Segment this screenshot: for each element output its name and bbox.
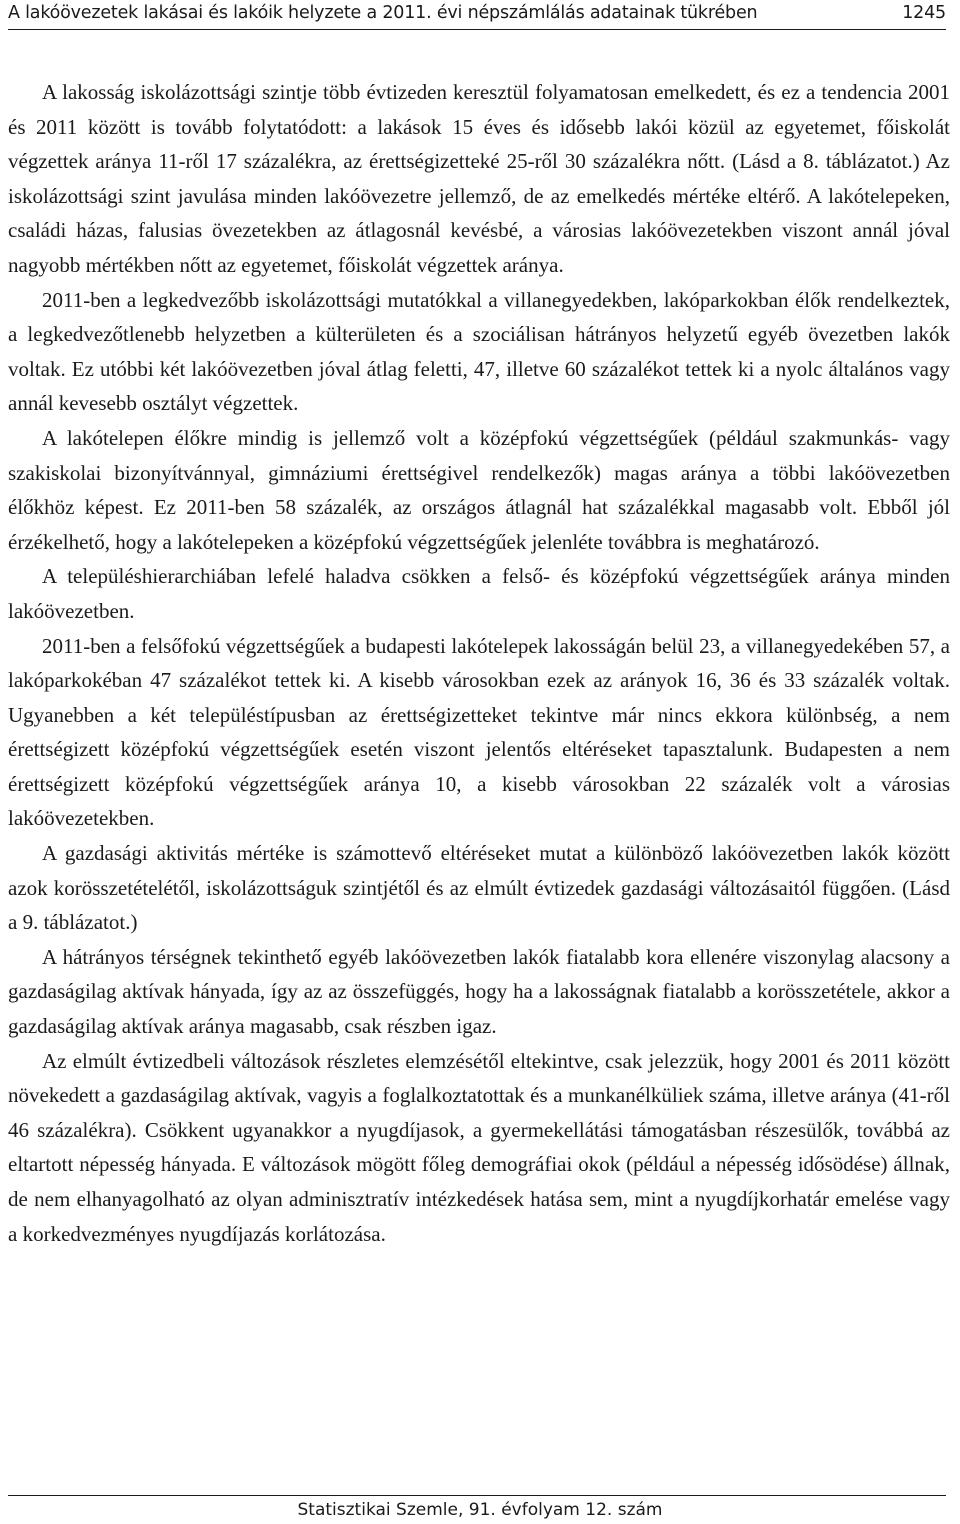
paragraph: 2011-ben a felsőfokú végzettségűek a budapesti lakótelepek lakosságán belül 23, a villanegyedekében 57, a lakóparkokéban 47 százalékot tettek ki. A kisebb városokban ezek az arányok 16, 36 és 33 százalék voltak. Ugyanebben a két településtípusban az érettségizetteket tekintve már nincs ekkora különbség, a nem érettségizett középfokú végzettségűek esetén viszont jelentős eltéréseket tapasztalunk. Budapesten a nem érettségizett középfokú végzettségűek aránya 10, a kisebb városokban 22 százalék volt a városias lakóövezetekben.	[8, 633, 950, 831]
running-header	[8, 0, 946, 26]
paragraph: A lakótelepen élőkre mindig is jellemző volt a középfokú végzettségűek (például szakmunkás- vagy szakiskolai bizonyítvánnyal, gimnáziumi érettségivel rendelkezők) magas aránya a többi lakóövezetben élőkhöz képest. Ez 2011-ben 58 százalék, az országos átlagnál hat százalékkal magasabb volt. Ebből jól érzékelhető, hogy a lakótelepeken a középfokú végzettségűek jelenléte továbbra is meghatározó.	[8, 425, 950, 554]
paragraph: A településhierarchiában lefelé haladva csökken a felső- és középfokú végzettségűek aránya minden lakóövezetben.	[8, 564, 950, 623]
journal-footer: Statisztikai Szemle, 91. évfolyam 12. szám	[297, 1500, 663, 1520]
paragraph: 2011-ben a legkedvezőbb iskolázottsági mutatókkal a villanegyedekben, lakóparkokban élők rendelkeztek, a legkedvezőtlenebb helyzetben a külterületen és a szociálisan hátrányos helyzetű egyéb övezetben lakók voltak. Ez utóbbi két lakóövezetben jóval átlag feletti, 47, illetve 60 százalékot tettek ki a nyolc általános vagy annál kevesebb osztályt végzettek.	[8, 287, 950, 416]
paragraph: A gazdasági aktivitás mértéke is számottevő eltéréseket mutat a különböző lakóövezetben lakók között azok korösszetételétől, iskolázottságuk szintjétől és az elmúlt évtizedek gazdasági változásaitól függően. (Lásd a 9. táblázatot.)	[8, 841, 950, 935]
paragraph: A lakosság iskolázottsági szintje több évtizeden keresztül folyamatosan emelkedett, és ez a tendencia 2001 és 2011 között is tovább folytatódott: a lakások 15 éves és idősebb lakói közül az egyetemet, főiskolát végzettek aránya 11-ről 17 százalékra, az érettségizetteké 25-ről 30 százalékra nőtt. (Lásd a 8. táblázatot.) Az iskolázottsági szint javulása minden lakóövezetre jellemző, de az emelkedés mértéke eltérő. A lakótelepeken, családi házas, falusias övezetekben az átlagosnál kevésbé, a városias lakóövezetekben viszont annál jóval nagyobb mértékben nőtt az egyetemet, főiskolát végzettek aránya.	[8, 80, 950, 277]
page-number: 1245	[902, 3, 946, 23]
article-body	[8, 75, 950, 1251]
header-rule	[8, 29, 946, 30]
running-title: A lakóövezetek lakásai és lakóik helyzete a 2011. évi népszámlálás adatainak tükrében	[8, 3, 758, 23]
paragraph: A hátrányos térségnek tekinthető egyéb lakóövezetben lakók fiatalabb kora ellenére viszonylag alacsony a gazdaságilag aktívak hányada, így az az összefüggés, hogy ha a lakosságnak fiatalabb a korösszetétele, akkor a gazdaságilag aktívak aránya magasabb, csak részben igaz.	[8, 944, 950, 1039]
paragraph: Az elmúlt évtizedbeli változások részletes elemzésétől eltekintve, csak jelezzük, hogy 2001 és 2011 között növekedett a gazdaságilag aktívak, vagyis a foglalkoztatottak és a munkanélküliek száma, illetve aránya (41-ről 46 százalékra). Csökkent ugyanakkor a nyugdíjasok, a gyermekellátási támogatásban részesülők, továbbá az eltartott népesség hányada. E változások mögött főleg demográfiai okok (például a népesség idősödése) állnak, de nem elhanyagolható az olyan adminisztratív intézkedések hatása sem, mint a nyugdíjkorhatár emelése vagy a korkedvezményes nyugdíjazás korlátozása.	[8, 1048, 950, 1246]
footer-rule	[8, 1495, 946, 1496]
